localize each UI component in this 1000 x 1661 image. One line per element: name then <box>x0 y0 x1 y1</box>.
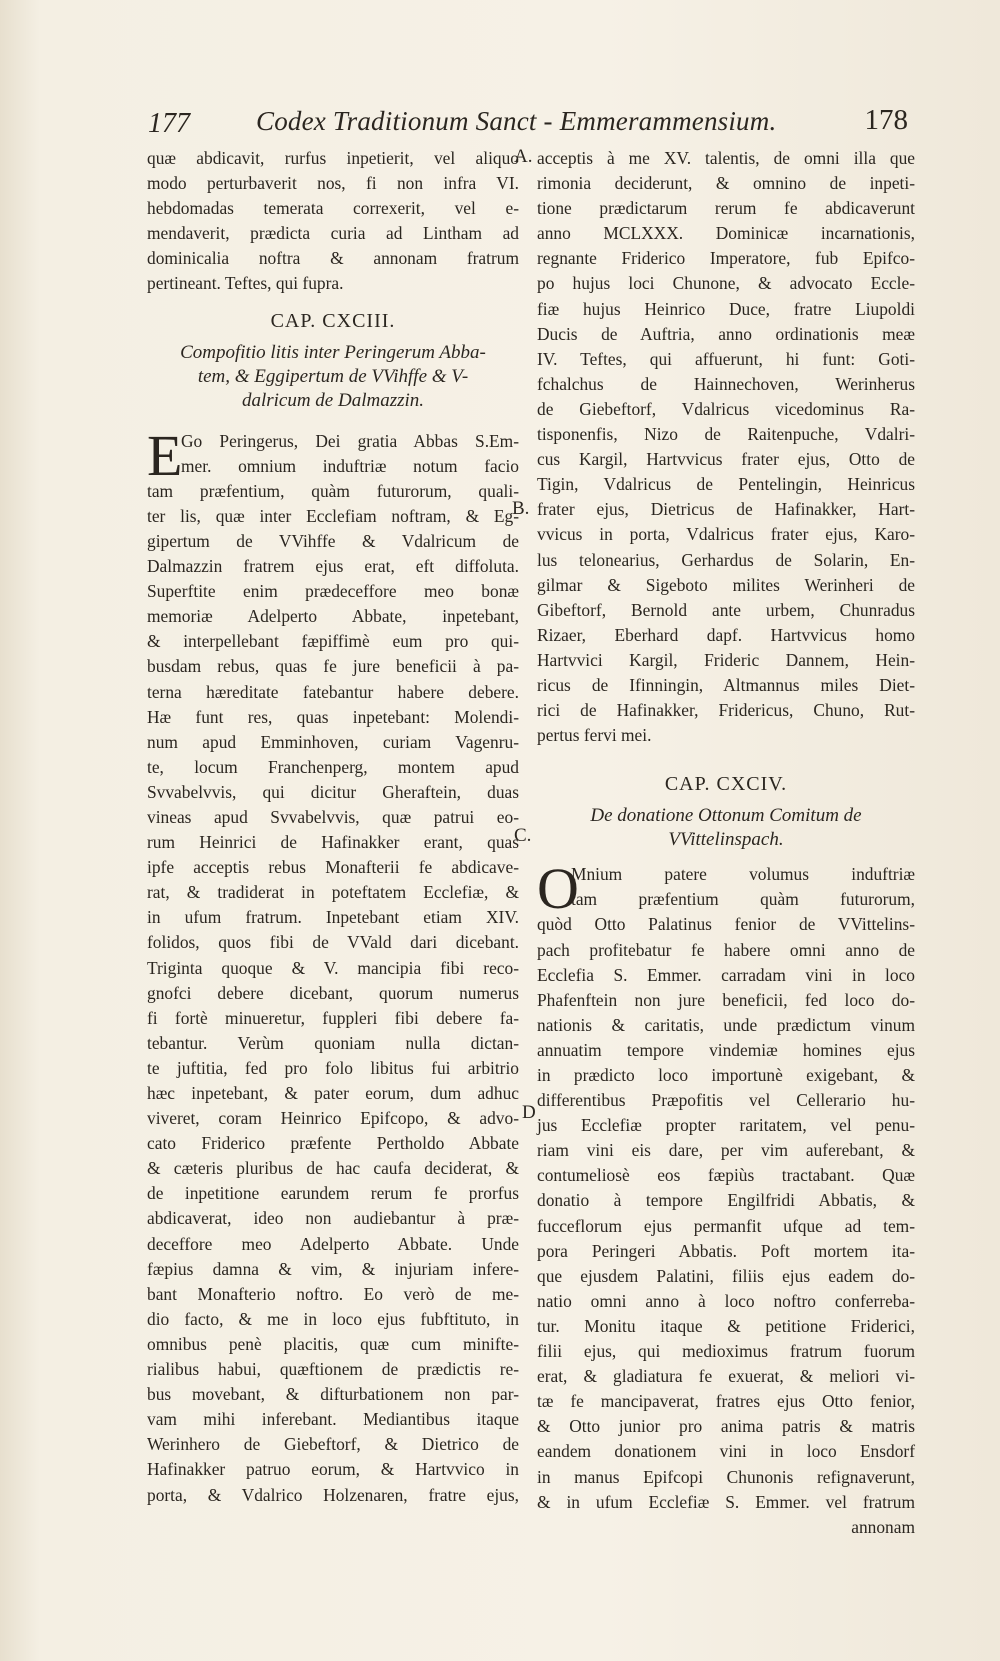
text-line: IV. Teftes, qui affuerunt, hi funt: Goti- <box>537 348 915 369</box>
text-line: dominicalia noftra & annonam fratrum <box>147 248 519 269</box>
chapter-title-cxciv <box>537 804 915 852</box>
text-line: fi fortè minueretur, fuppleri fibi debere fa- <box>147 1007 519 1028</box>
text-line: pertineant. Teftes, qui fupra. <box>147 273 344 294</box>
text-line: memoriæ Adelperto Abbate, inpetebant, <box>147 606 519 627</box>
chapter-title-line: dalricum de Dalmazzin. <box>241 389 425 411</box>
text-line: rum Heinrici de Hafinakker erant, quas <box>147 832 519 853</box>
catchword: annonam <box>851 1516 915 1537</box>
text-line: acceptis à me XV. talentis, de omni illa que <box>537 148 915 168</box>
right-body-lines <box>537 856 915 1514</box>
chapter-title-line: tem, & Eggipertum de VVihffe & V- <box>197 365 469 387</box>
text-line: gnofci debere dicebant, quorum numerus <box>147 982 519 1003</box>
text-line: bant Monafterio noftro. Eo verò de me- <box>147 1283 519 1304</box>
text-line: in ufum fratrum. Inpetebant etiam XIV. <box>147 907 519 928</box>
margin-letter-c: C. <box>514 825 532 846</box>
text-line: rat, & tradiderat in poteftatem Ecclefiæ, & <box>147 882 519 903</box>
text-line: & interpellebant fæpiffimè eum pro qui- <box>147 631 519 652</box>
text-line: terna hæreditate fatebantur habere debere. <box>147 681 519 702</box>
text-line: cato Friderico præfente Pertholdo Abbate <box>147 1133 519 1154</box>
text-line: Werinhero de Giebeftorf, & Dietrico de <box>147 1434 519 1455</box>
text-line: de inpetitione earundem rerum fe prorfus <box>147 1183 519 1204</box>
right-column <box>537 146 915 1540</box>
text-line: abdicaverat, ideo non audiebantur à præ- <box>147 1208 519 1229</box>
text-line: erat, & gladiatura fe exuerat, & meliori vi- <box>537 1366 915 1387</box>
text-line: Rizaer, Eberhard dapf. Hartvvicus homo <box>537 624 915 645</box>
text-line: po hujus loci Chunone, & advocato Eccle- <box>537 273 915 294</box>
text-line: & Otto junior pro anima patris & matris <box>537 1416 915 1437</box>
chapter-title-line: Compofitio litis inter Peringerum Abba- <box>180 341 486 363</box>
text-line: omnibus penè placitis, quæ cum minifte- <box>147 1333 519 1354</box>
page-number-right: 178 <box>864 104 908 136</box>
text-line: Ducis de Auftria, anno ordinationis meæ <box>537 323 915 344</box>
text-line: regnante Friderico Imperatore, fub Epifco- <box>537 248 915 269</box>
margin-letter-d: D <box>522 1102 536 1123</box>
text-line: hæc inpetebant, & pater eorum, dum adhuc <box>147 1083 519 1103</box>
text-line: Gibeftorf, Bernold ante urbem, Chunradus <box>537 599 915 620</box>
text-line: pora Peringeri Abbatis. Poft mortem ita- <box>537 1240 915 1261</box>
text-line: tam præfentium quàm futurorum, <box>571 889 915 910</box>
text-line: gipertum de VVihffe & Vdalricum de <box>147 530 519 551</box>
text-line: tæ fe mancipaverat, fratres ejus Otto fenior, <box>537 1391 915 1412</box>
text-line: lus telonearius, Gerhardus de Solarin, En- <box>537 549 915 570</box>
text-line: fucceflorum ejus permanfit ufque ad tem- <box>537 1215 915 1236</box>
text-line: Phafenftein non jure beneficii, fed loco do- <box>537 989 915 1010</box>
text-line: Go Peringerus, Dei gratia Abbas S.Em- <box>181 430 519 451</box>
text-line: fiæ hujus Heinrico Duce, fratre Liupoldi <box>537 298 915 319</box>
text-line: busdam rebus, quas fe jure beneficii à pa- <box>147 656 519 677</box>
text-line: Hæ funt res, quas inpetebant: Molendi- <box>147 706 519 727</box>
left-column <box>147 146 519 1508</box>
text-line: rimonia deciderunt, & omnino de inpeti- <box>537 173 915 194</box>
text-line: tur. Monitu itaque & petitione Friderici, <box>537 1315 915 1336</box>
running-header <box>148 104 908 144</box>
text-line: num apud Emminhoven, curiam Vagenru- <box>147 731 519 752</box>
text-line: bus movebant, & difturbationem non par- <box>147 1384 519 1405</box>
text-line: contumeliosè eos fæpiùs tractabant. Quæ <box>537 1165 915 1186</box>
text-line: filii ejus, qui medioximus fratrum fuorum <box>537 1341 915 1362</box>
text-line: porta, & Vdalrico Holzenaren, fratre ejus, <box>147 1484 519 1505</box>
text-line: Dalmazzin fratrem ejus erat, eft diffoluta. <box>147 556 519 577</box>
text-line: modo perturbaverit nos, fi non infra VI. <box>147 173 519 194</box>
text-line: rialibus habui, quæftionem de prædictis re- <box>147 1359 519 1380</box>
margin-letter-b: B. <box>512 498 530 519</box>
text-line: te juftitia, fed pro folo libitus fui arbitrio <box>147 1057 519 1078</box>
text-line: Hafinakker patruo eorum, & Hartvvico in <box>147 1459 519 1480</box>
text-line: de Giebeftorf, Vdalricus vicedominus Ra- <box>537 398 915 419</box>
text-line: mendaverit, prædicta curia ad Lintham ad <box>147 223 519 244</box>
text-line: tam præfentium, quàm futurorum, quali- <box>147 480 519 501</box>
text-line: dio facto, & me in loco ejus fubftituto, in <box>147 1308 519 1329</box>
chapter-title-cxciii <box>147 341 519 413</box>
text-line: ricus de Ifinningin, Altmannus miles Diet- <box>537 674 915 695</box>
text-line: quòd Otto Palatinus fenior de VVittelins- <box>537 914 915 935</box>
drop-cap: O <box>537 856 579 922</box>
text-line: in prædicto loco importunè exigebant, & <box>537 1065 915 1085</box>
page-number-left: 177 <box>148 108 190 139</box>
left-body-lines <box>147 422 519 1508</box>
text-line: folidos, quos fibi de VVald dari dicebant. <box>147 932 519 953</box>
text-line: hebdomadas temerata correxerit, vel e- <box>147 198 519 219</box>
text-line: viveret, coram Heinrico Epifcopo, & advo- <box>147 1108 519 1129</box>
text-line: vvicus in porta, Vdalricus frater ejus, Karo- <box>537 524 915 545</box>
text-line: vineas apud Svvabelvvis, quæ patrui eo- <box>147 806 519 827</box>
text-line: annuatim tempore vindemiæ homines ejus <box>537 1039 915 1060</box>
text-line: que ejusdem Palatini, filiis ejus eadem do- <box>537 1265 915 1286</box>
text-line: nationis & caritatis, unde prædictum vinum <box>537 1014 915 1035</box>
text-line: ipfe acceptis rebus Monafterii fe abdicave- <box>147 857 519 878</box>
text-line: Tigin, Vdalricus de Pentelingin, Heinricus <box>537 474 915 495</box>
text-line: pach profitebatur fe habere omni anno de <box>537 939 915 960</box>
text-line: ter lis, quæ inter Ecclefiam noftram, & Eg- <box>147 505 519 526</box>
text-line: Triginta quoque & V. mancipia fibi reco- <box>147 957 519 978</box>
text-line: pertus fervi mei. <box>537 725 652 746</box>
text-line: Mnium patere volumus induftriæ <box>571 864 915 885</box>
text-line: Hartvvici Kargil, Frideric Dannem, Hein- <box>537 649 915 670</box>
text-line: & cæteris pluribus de hac caufa deciderat, & <box>147 1158 519 1179</box>
text-line: Svvabelvvis, qui dicitur Gheraftein, duas <box>147 781 519 802</box>
text-line: fchalchus de Hainnechoven, Werinherus <box>537 373 915 394</box>
text-line: eandem donationem vini in loco Ensdorf <box>537 1441 915 1462</box>
text-line: vam mihi inferebant. Mediantibus itaque <box>147 1409 519 1430</box>
right-top-lines <box>537 146 915 748</box>
text-line: tisponenfis, Nizo de Raitenpuche, Vdalri- <box>537 424 915 445</box>
text-line: tione prædictarum rerum fe abdicaverunt <box>537 198 915 219</box>
text-line: cus Kargil, Hartvvicus frater ejus, Otto de <box>537 449 915 470</box>
chapter-heading-cxciv: CAP. CXCIV. <box>664 773 788 796</box>
text-line: natio omni anno à loco noftro conferreba- <box>537 1290 915 1311</box>
text-line: anno MCLXXX. Dominicæ incarnationis, <box>537 223 915 244</box>
margin-letter-a: A. <box>514 146 533 167</box>
text-line: jus Ecclefiæ propter raritatem, vel penu- <box>537 1115 915 1136</box>
text-line: te, locum Franchenperg, montem apud <box>147 756 519 777</box>
text-line: & in ufum Ecclefiæ S. Emmer. vel fratrum <box>537 1491 915 1512</box>
text-line: donatio à tempore Engilfridi Abbatis, & <box>537 1190 915 1211</box>
text-line: Ecclefia S. Emmer. carradam vini in loco <box>537 964 915 985</box>
chapter-heading-cxciii: CAP. CXCIII. <box>270 309 396 332</box>
text-line: quæ abdicavit, rurfus inpetierit, vel aliquo <box>147 148 519 168</box>
text-line: rici de Hafinakker, Fridericus, Chuno, Rut- <box>537 700 915 721</box>
text-line: gilmar & Sigeboto milites Werinheri de <box>537 574 915 595</box>
chapter-title-line: De donatione Ottonum Comitum de <box>590 805 862 827</box>
text-line: riam vini eis dare, per vim auferebant, & <box>537 1140 915 1161</box>
left-top-lines <box>147 146 519 297</box>
drop-cap: E <box>147 422 183 488</box>
text-line: frater ejus, Dietricus de Hafinakker, Hart- <box>537 499 915 520</box>
text-line: in manus Epifcopi Chunonis refignaverunt, <box>537 1466 915 1487</box>
text-line: differentibus Præpofitis vel Cellerario hu- <box>537 1090 915 1111</box>
text-line: tebantur. Verùm quoniam nulla dictan- <box>147 1032 519 1053</box>
text-line: fæpius damna & vim, & injuriam infere- <box>147 1258 519 1279</box>
text-line: mer. omnium induftriæ notum facio <box>181 455 519 476</box>
text-line: Superftite enim prædeceffore meo bonæ <box>147 581 519 602</box>
chapter-title-line: VVittelinspach. <box>668 829 784 851</box>
running-title: Codex Traditionum Sanct - Emmerammensium. <box>256 106 777 136</box>
text-line: deceffore meo Adelperto Abbate. Unde <box>147 1233 519 1254</box>
